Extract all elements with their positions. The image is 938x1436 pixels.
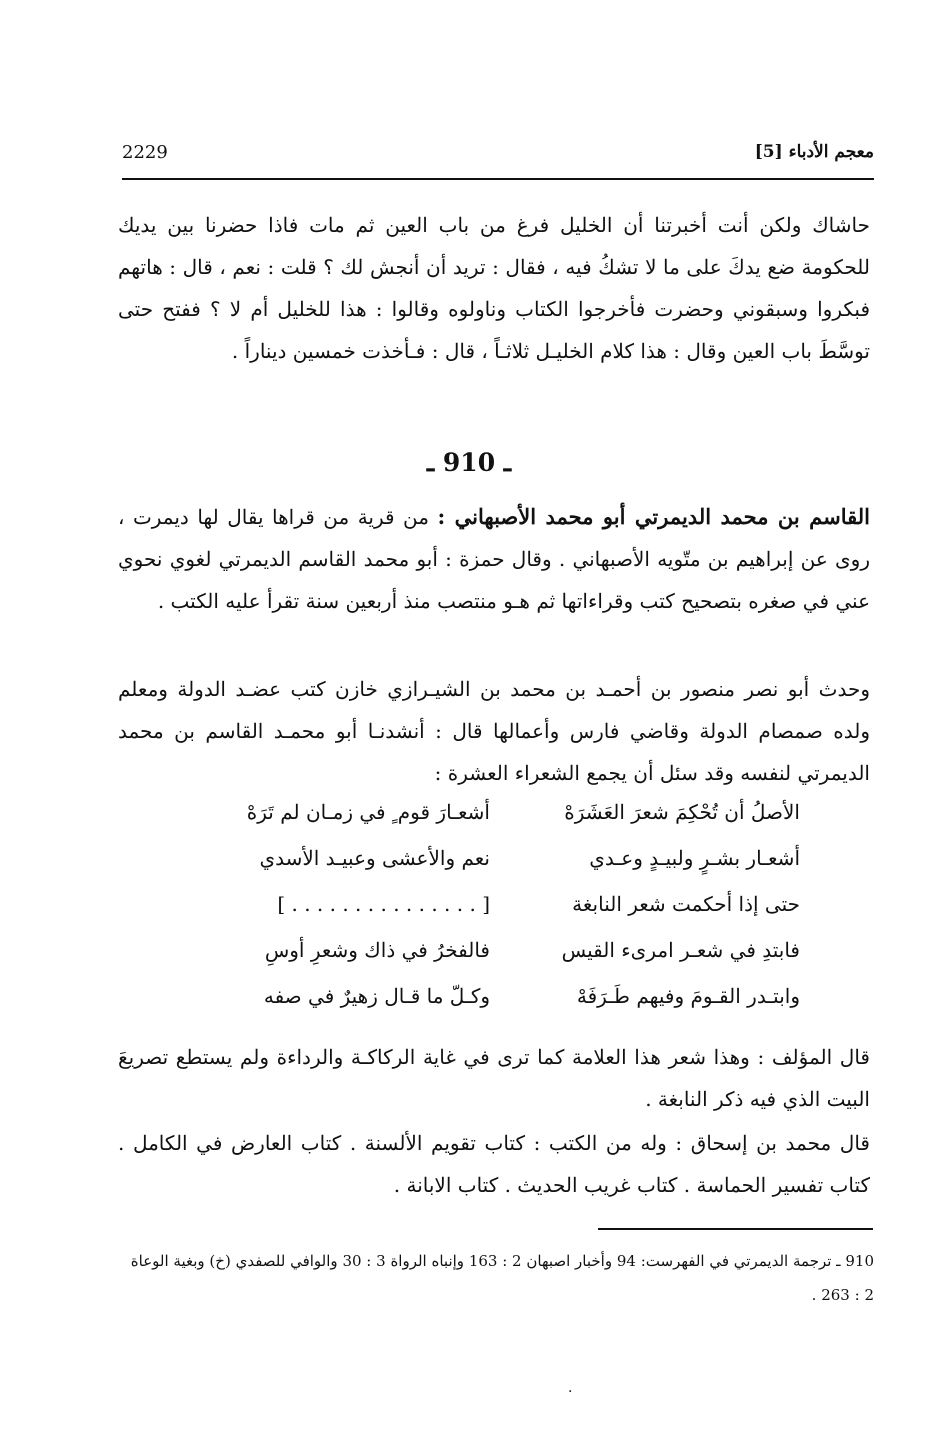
verse-line xyxy=(190,846,800,892)
verse-first-hemistich: الأصلُ أن تُحْكِمَ شعرَ العَشَرَهْ xyxy=(564,800,800,824)
verse-line xyxy=(190,984,800,1030)
verse-second-hemistich: وكـلّ ما قـال زهيرٌ في صفه xyxy=(263,984,490,1008)
verse-second-hemistich: فالفخرُ في ذاك وشعرِ أوسِ xyxy=(264,938,490,962)
verse-first-hemistich: وابتـدر القـومَ وفيهم طَـرَفَهْ xyxy=(576,984,800,1008)
footnote-divider xyxy=(598,1228,873,1230)
verse-line xyxy=(190,938,800,984)
verse-second-hemistich: نعم والأعشى وعبيـد الأسدي xyxy=(259,846,490,870)
entry-biography-paragraph xyxy=(118,496,870,622)
works-list-paragraph: قال محمد بن إسحاق : وله من الكتب : كتاب تقويم الألسنة . كتاب العارض في الكامل . كتاب تفسير الحماسة . كتاب غريب الحديث . كتاب الابانة . xyxy=(118,1131,870,1197)
narration-paragraph: وحدث أبو نصر منصور بن أحمـد بن محمد بن الشيـرازي خازن كتب عضـد الدولة ومعلم ولده صمصام الدولة وقاضي فارس وأعمالها قال : أنشدنـا أبو محمـد القاسم بن محمد الديمرتي لنفسه وقد سئل أن يجمع الشعراء العشرة : xyxy=(118,677,870,785)
page-number: 2229 xyxy=(122,142,168,163)
running-title: معجم الأدباء [5] xyxy=(754,142,874,162)
entry-heading: القاسم بن محمد الديمرتي أبو محمد الأصبهاني : xyxy=(437,504,870,529)
paragraph-continuation: حاشاك ولكن أنت أخبرتنا أن الخليل فرغ من باب العين ثم مات فاذا حضرنا بين يديك للحكومة ضع يدكَ على ما لا تشكُ فيه ، فقال : تريد أن أنجش لك ؟ قلت : نعم ، قال : هاتهم فبكروا وسبقوني وحضرت فأخرجوا الكتاب وناولوه وقالوا : هذا للخليل أم لا ؟ ففتح حتى توسَّطَ باب العين وقال : هذا كلام الخليـل ثلاثـاً ، قال : فـأخذت خمسين ديناراً . xyxy=(118,213,870,363)
page-mark: . xyxy=(568,1380,573,1396)
author-comment-paragraph: قال المؤلف : وهذا شعر هذا العلامة كما ترى في غاية الركاكـة والرداءة ولم يستطع تصريعَ البيت الذي فيه ذكر النابغة . xyxy=(118,1045,870,1111)
verse-second-hemistich: أشعـارَ قوم ٍ في زمـان لم تَرَهْ xyxy=(246,800,490,824)
verse-first-hemistich: فابتدِ في شعـر امرىء القيس xyxy=(561,938,800,962)
verse-line xyxy=(190,892,800,938)
poem xyxy=(190,800,800,1030)
entry-number: ـ 910 ـ xyxy=(426,448,512,477)
verse-line xyxy=(190,800,800,846)
footnote: 910 ـ ترجمة الديمرتي في الفهرست: 94 وأخبار اصبهان 2 : 163 وإنباه الرواة 3 : 30 والوافي للصفدي (خ) وبغية الوعاة 2 : 263 . xyxy=(130,1252,874,1304)
entry-intro-text: من قرية من قراها يقال لها ديمرت ، روى عن إبراهيم بن متّويه الأصبهاني . وقال حمزة : أبو محمد القاسم الديمرتي لغوي نحوي عني في صغره بتصحيح كتب وقراءاتها ثم هـو منتصب منذ أربعين سنة تقرأ عليه الكتب . xyxy=(118,505,870,613)
page-header xyxy=(122,138,874,180)
verse-first-hemistich: حتى إذا أحكمت شعر النابغة xyxy=(572,892,800,916)
verse-second-hemistich: [ . . . . . . . . . . . . . . . ] xyxy=(277,892,490,916)
verse-first-hemistich: أشعـار بشـرٍ ولبيـدٍ وعـدي xyxy=(589,846,800,870)
